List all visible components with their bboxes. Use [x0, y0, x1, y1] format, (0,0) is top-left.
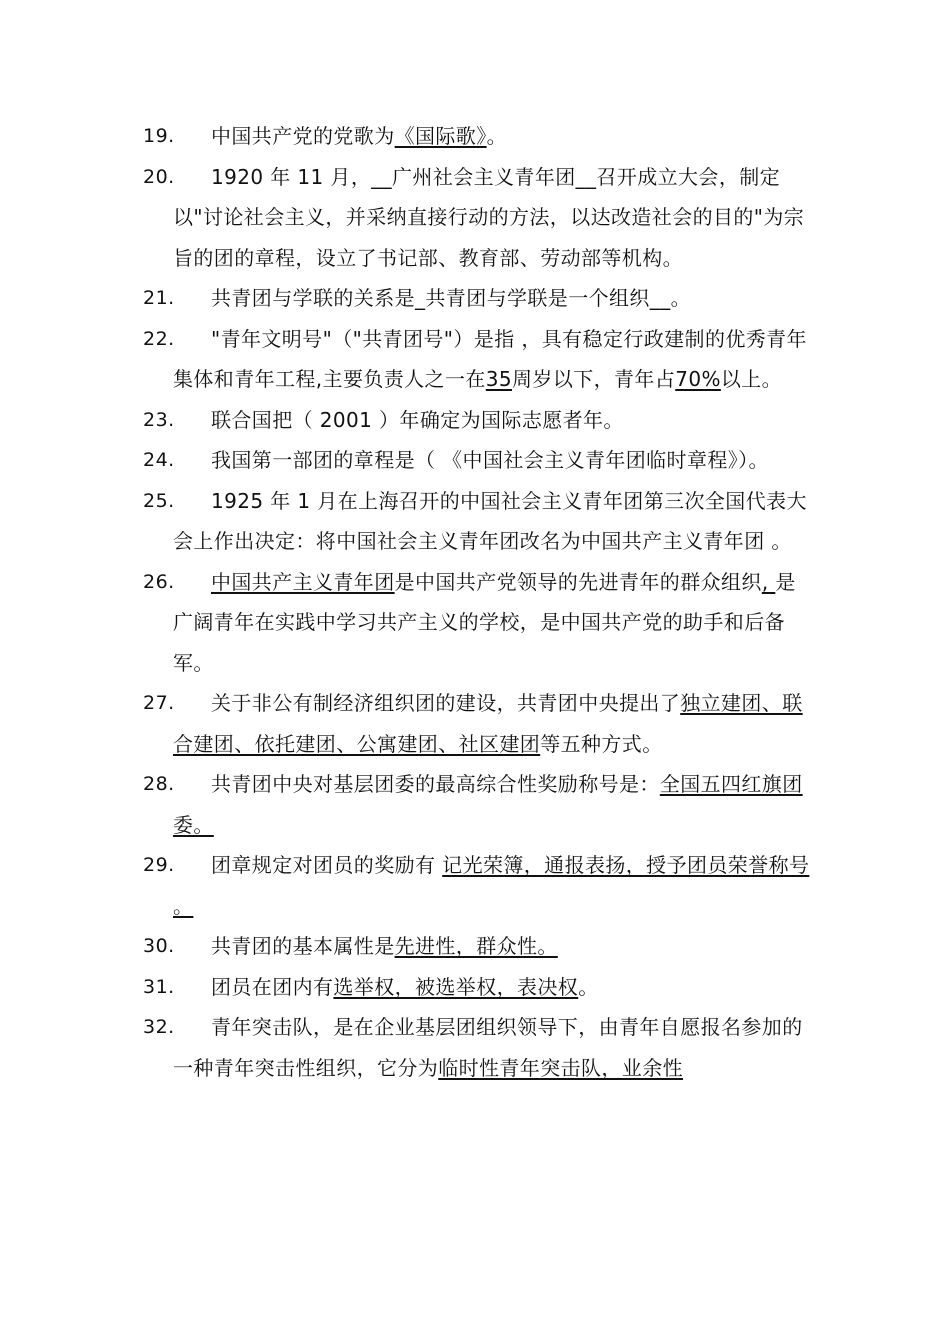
text-segment: 是广阔青年在实践中学习共产主义的学校，是中国共产党的助手和后备军。	[173, 569, 796, 675]
question-number: 25.	[143, 489, 175, 512]
question-item	[143, 1007, 813, 1088]
underlined-answer: 选举权，被选举权，表决权	[333, 974, 579, 999]
text-segment: 我国第一部团的章程是（ 《中国社会主义青年团临时章程》）。	[211, 448, 769, 472]
underlined-answer: 《国际歌》	[394, 124, 487, 148]
text-segment: 共青团的基本属性是	[211, 934, 395, 958]
underlined-answer: ,	[761, 569, 776, 594]
question-number: 19.	[143, 125, 175, 147]
text-segment: 青年突击队，是在企业基层团组织领导下，由青年自愿报名参加的一种青年突击性组织，它分为	[173, 1015, 803, 1080]
text-segment: 1920 年 11 月，__广州社会主义青年团__召开成立大会，制定以"讨论社会主义，并采纳直接行动的方法，以达改造社会的目的"为宗旨的团的章程，设立了书记部、教育部、劳动部等机构。	[173, 164, 805, 270]
question-item	[143, 764, 813, 845]
underlined-answer: 70%	[675, 367, 721, 391]
question-text	[173, 116, 813, 157]
text-segment: 中国共产党的党歌为	[211, 124, 395, 148]
question-item	[143, 683, 813, 764]
text-segment: 团章规定对团员的奖励有	[211, 853, 443, 877]
question-item	[143, 481, 813, 562]
question-text	[173, 481, 813, 562]
question-text	[173, 319, 813, 400]
text-segment: 共青团与学联的关系是_共青团与学联是一个组织__。	[211, 286, 691, 310]
text-segment: 。	[486, 124, 508, 148]
question-text	[173, 683, 813, 764]
text-segment: "青年文明号"（"共青团号"）是指 ，具有稳定行政建制的优秀青年集体和青年工程,主要负责人之一在	[173, 326, 807, 391]
question-item	[143, 400, 813, 441]
text-segment: 周岁以下，青年占	[512, 367, 676, 391]
question-text	[173, 400, 813, 441]
question-number: 28.	[143, 773, 175, 795]
text-segment: 共青团中央对基层团委的最高综合性奖励称号是：	[211, 772, 660, 796]
question-text	[173, 1007, 813, 1088]
text-segment: 1925 年 1 月在上海召开的中国社会主义青年团第三次全国代表大会上作出决定：将中国社会主义青年团改名为中国共产主义青年团 。	[173, 488, 807, 553]
question-number: 24.	[143, 449, 175, 471]
question-item	[143, 157, 813, 279]
text-segment: 。	[578, 974, 599, 999]
underlined-answer: 全国五四红旗团委。	[173, 772, 803, 837]
question-item	[143, 278, 813, 319]
underlined-answer: 先进性，群众性。	[394, 934, 558, 958]
question-text	[173, 562, 813, 684]
question-item	[143, 926, 813, 967]
underlined-answer: 独立建团、联合建团、依托建团、公寓建团、社区建团	[173, 691, 803, 756]
question-number: 20.	[143, 165, 175, 188]
text-segment: 关于非公有制经济组织团的建设，共青团中央提出了	[211, 691, 681, 715]
question-number: 26.	[143, 570, 175, 593]
question-number: 30.	[143, 935, 175, 957]
question-item	[143, 845, 813, 926]
question-text	[173, 967, 813, 1008]
question-text	[173, 440, 813, 481]
question-number: 31.	[143, 975, 175, 998]
question-number: 23.	[143, 408, 175, 431]
text-segment: 是中国共产党领导的先进青年的群众组织	[394, 569, 762, 594]
text-segment: 联合国把（ 2001 ）年确定为国际志愿者年。	[211, 407, 624, 432]
text-segment: 以上。	[720, 367, 783, 391]
question-text	[173, 278, 813, 319]
underlined-answer: 中国共产主义青年团	[211, 569, 395, 594]
question-list	[143, 116, 813, 1088]
question-item	[143, 116, 813, 157]
text-segment: 等五种方式。	[540, 731, 663, 756]
text-segment: 团员在团内有	[211, 974, 334, 999]
question-number: 22.	[143, 327, 175, 350]
question-item	[143, 440, 813, 481]
question-number: 29.	[143, 854, 175, 876]
question-number: 32.	[143, 1016, 175, 1038]
question-text	[173, 157, 813, 279]
question-number: 27.	[143, 692, 175, 714]
question-number: 21.	[143, 287, 175, 309]
question-text	[173, 926, 813, 967]
underlined-answer: 35	[485, 367, 513, 391]
question-item	[143, 562, 813, 684]
question-text	[173, 845, 813, 926]
question-item	[143, 967, 813, 1008]
question-text	[173, 764, 813, 845]
underlined-answer: 记光荣簿，通报表扬，授予团员荣誉称号 。	[173, 853, 810, 918]
underlined-answer: 临时性青年突击队，业余性	[438, 1055, 684, 1080]
question-item	[143, 319, 813, 400]
